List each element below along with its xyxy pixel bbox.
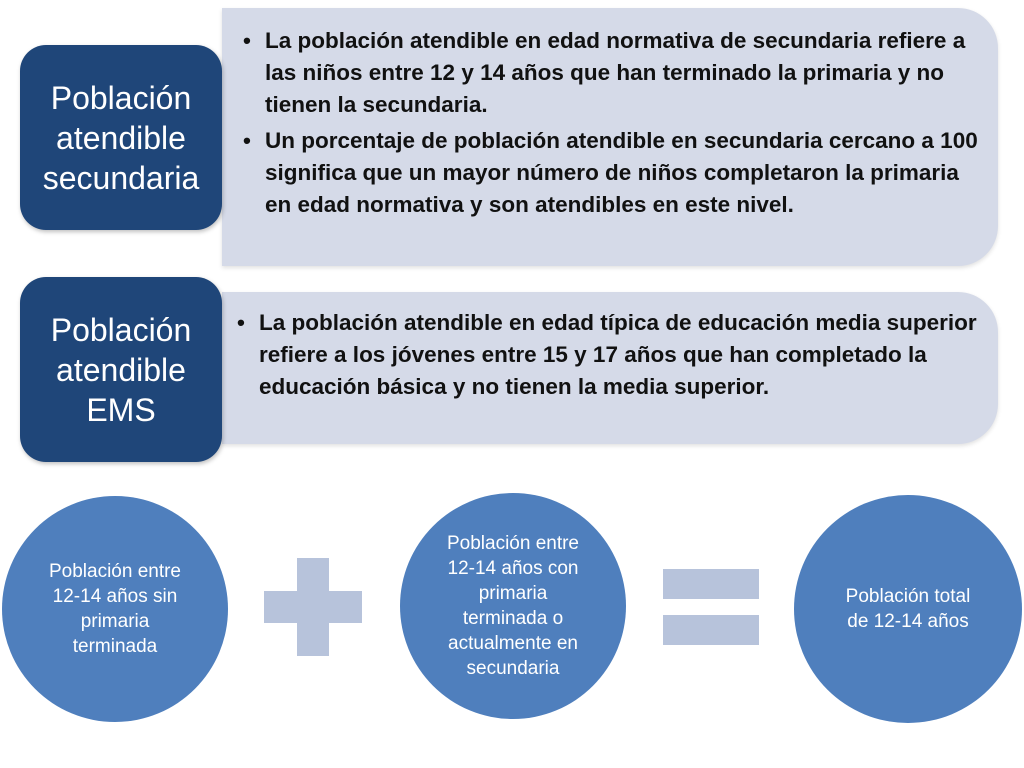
ems-bullet-list bbox=[235, 307, 980, 403]
secundaria-bullet-list bbox=[241, 25, 981, 221]
title-line: Población bbox=[50, 311, 192, 348]
term1-text: Población entre 12-14 años sin primaria terminada bbox=[48, 561, 182, 657]
term2-circle bbox=[400, 493, 626, 719]
term2-text: Población entre 12-14 años con primaria terminada o actualmente en secundaria bbox=[446, 533, 580, 679]
title-line: Población bbox=[50, 79, 192, 116]
ems-title-box bbox=[20, 277, 222, 462]
title-line: EMS bbox=[86, 391, 156, 428]
bullet-item: • La población atendible en edad normativa de secundaria refiere a las niños entre 12 y 14 años que han terminado la primaria y no tienen la secundaria. bbox=[241, 25, 981, 121]
secundaria-title-box bbox=[20, 45, 222, 230]
title-line: atendible bbox=[56, 351, 186, 388]
title-line: atendible bbox=[56, 119, 186, 156]
bullet-item: • La población atendible en edad típica de educación media superior refiere a los jóvenes entre 15 y 17 años que han completado la educación básica y no tienen la media superior. bbox=[235, 307, 980, 403]
term1-circle bbox=[2, 496, 228, 722]
result-text: Población total de 12-14 años bbox=[845, 586, 971, 632]
bullet-item: • Un porcentaje de población atendible en secundaria cercano a 100 significa que un mayor número de niños completaron la primaria en edad normativa y son atendibles en este nivel. bbox=[241, 125, 981, 221]
result-circle bbox=[794, 495, 1022, 723]
title-line: secundaria bbox=[42, 159, 200, 196]
